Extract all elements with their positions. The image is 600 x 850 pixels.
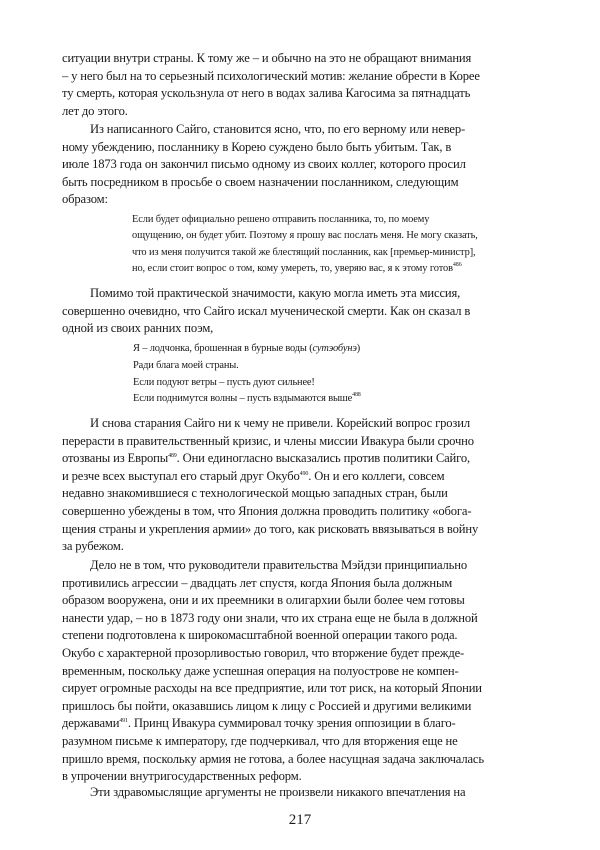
quote-line: ощущению, он будет убит. Поэтому я прошу вас послать меня. Не могу сказать, <box>132 230 478 242</box>
text-line: Окубо с характерной прозорливостью говорил, что вторжение будет преждe- <box>62 645 465 660</box>
text-line: в упрочении внутригосударственных реформ. <box>62 769 302 784</box>
verse-line <box>133 391 513 408</box>
paragraph-5 <box>62 557 524 786</box>
footnote-ref: 489 <box>168 453 177 460</box>
quote-text: но, если стоит вопрос о том, кому умереть, то, уверяю вас, я к этому готов <box>132 263 453 275</box>
footnote-ref: 486 <box>452 262 462 269</box>
quote-line <box>132 261 528 277</box>
text-line: степени подготовлена к широкомасштабной военной операции такого рода. <box>62 628 458 643</box>
paragraph-1 <box>62 50 524 120</box>
text-line: Дело не в том, что руководители правительства Мэйдзи принципиально <box>90 558 467 572</box>
text-line: пришлось бы пойти, оказавшись лицом к лицу с Россией и другими великими <box>62 698 472 713</box>
paragraph-4 <box>62 415 524 556</box>
text-line: разумном письме к императору, где подчеркивал, что для вторжения еще не <box>62 733 458 748</box>
text-line: Из написанного Сайго, становится ясно, что, по его верному или невер- <box>90 122 466 136</box>
verse-line: Если подуют ветры – пусть дуют сильнее! <box>133 376 315 388</box>
verse-text: ) <box>356 343 361 354</box>
text-line: образом: <box>62 192 108 207</box>
text-line: за рубежом. <box>62 539 124 554</box>
text-line: – у него был на то серьезный психологический мотив: желание обрести в Корее <box>62 68 480 83</box>
text-line: недавно знакомившиеся с технологической мощью западных стран, были <box>62 486 448 501</box>
text-line: совершенно очевидно, что Сайго искал мученической смерти. Как он сказал в <box>62 303 471 318</box>
page-number: 217 <box>288 812 312 828</box>
text-run: . Он и его коллеги, совсем <box>308 468 445 483</box>
paragraph-3 <box>62 285 524 338</box>
quote-line: что из меня получится такой же блестящий посланник, как [премьер-министр], <box>132 246 476 258</box>
text-run: и резче всех выступал его старый друг Окубо <box>62 468 300 483</box>
text-line: лет до этого. <box>62 103 128 118</box>
text-line: перерасти в правительственный кризис, и члены миссии Ивакура были срочно <box>62 433 474 448</box>
text-line: совершенно убеждены в том, что Япония должна проводить политику «обога- <box>62 503 472 518</box>
footnote-ref: 491 <box>119 718 128 725</box>
poem-verse <box>133 341 513 408</box>
text-line: пришло время, поскольку армия не готова, а более насущная задача заключалась <box>62 751 484 766</box>
text-line: щения страны и укрепления армии» до того, как рисковать ввязываться в войну <box>62 521 479 536</box>
text-line: Эти здравомыслящие аргументы не произвели никакого впечатления на <box>90 785 466 799</box>
text-line: сирует огромные расходы на все предприятие, или тот риск, на который Японии <box>62 681 482 696</box>
text-line: ту смерть, которая ускользнула от него в водах залива Кагосима за пятнадцать <box>62 86 471 101</box>
text-line <box>62 715 524 733</box>
verse-line <box>133 341 513 358</box>
text-run: . Принц Ивакура суммировал точку зрения оппозиции в благо- <box>127 716 456 731</box>
text-line: И снова старания Сайго ни к чему не привели. Корейский вопрос грозил <box>90 416 470 430</box>
text-line: быть посредником в просьбе о своем назначении посланником, следующим <box>62 174 459 189</box>
paragraph-2 <box>62 121 524 209</box>
text-line: временным, поскольку даже успешная операция на полуострове не компен- <box>62 663 459 678</box>
footnote-ref: 490 <box>299 470 309 477</box>
text-line: образом вооружена, они и их преемники в олигархии были более чем готовы <box>62 593 465 608</box>
text-line: ситуации внутри страны. К тому же – и обычно на это не обращают внимания <box>62 51 472 65</box>
text-line: Помимо той практической значимости, какую могла иметь эта миссия, <box>90 286 461 300</box>
text-line: противились агрессии – двадцать лет спустя, когда Япония была должным <box>62 575 453 590</box>
text-run: отозваны из Европы <box>62 451 169 466</box>
text-line: июле 1873 года он закончил письмо одному из своих коллег, которого просил <box>62 157 466 172</box>
block-quote <box>132 212 528 278</box>
text-line: нанести удар, – но в 1873 году они знали, что их страна еще не была в должной <box>62 610 478 625</box>
text-line: ному убеждению, посланнику в Корею суждено было быть убитым. Так, в <box>62 139 452 154</box>
verse-text: Я – лодчонка, брошенная в бурные воды ( <box>133 343 313 354</box>
quote-line: Если будет официально решено отправить посланника, то, по моему <box>132 214 430 225</box>
verse-term: сутэобунэ <box>312 343 357 354</box>
text-run: . Они единогласно высказались против политики Сайго, <box>176 451 470 466</box>
text-line: одной из своих ранних поэм, <box>62 321 214 336</box>
text-line <box>62 450 524 468</box>
verse-text: Если поднимутся волны – пусть вздымаются выше <box>133 393 353 405</box>
footnote-ref: 488 <box>352 392 361 399</box>
text-line <box>62 468 524 486</box>
paragraph-6 <box>62 784 524 802</box>
text-run: державами <box>62 716 120 731</box>
verse-line: Ради блага моей страны. <box>133 359 239 371</box>
